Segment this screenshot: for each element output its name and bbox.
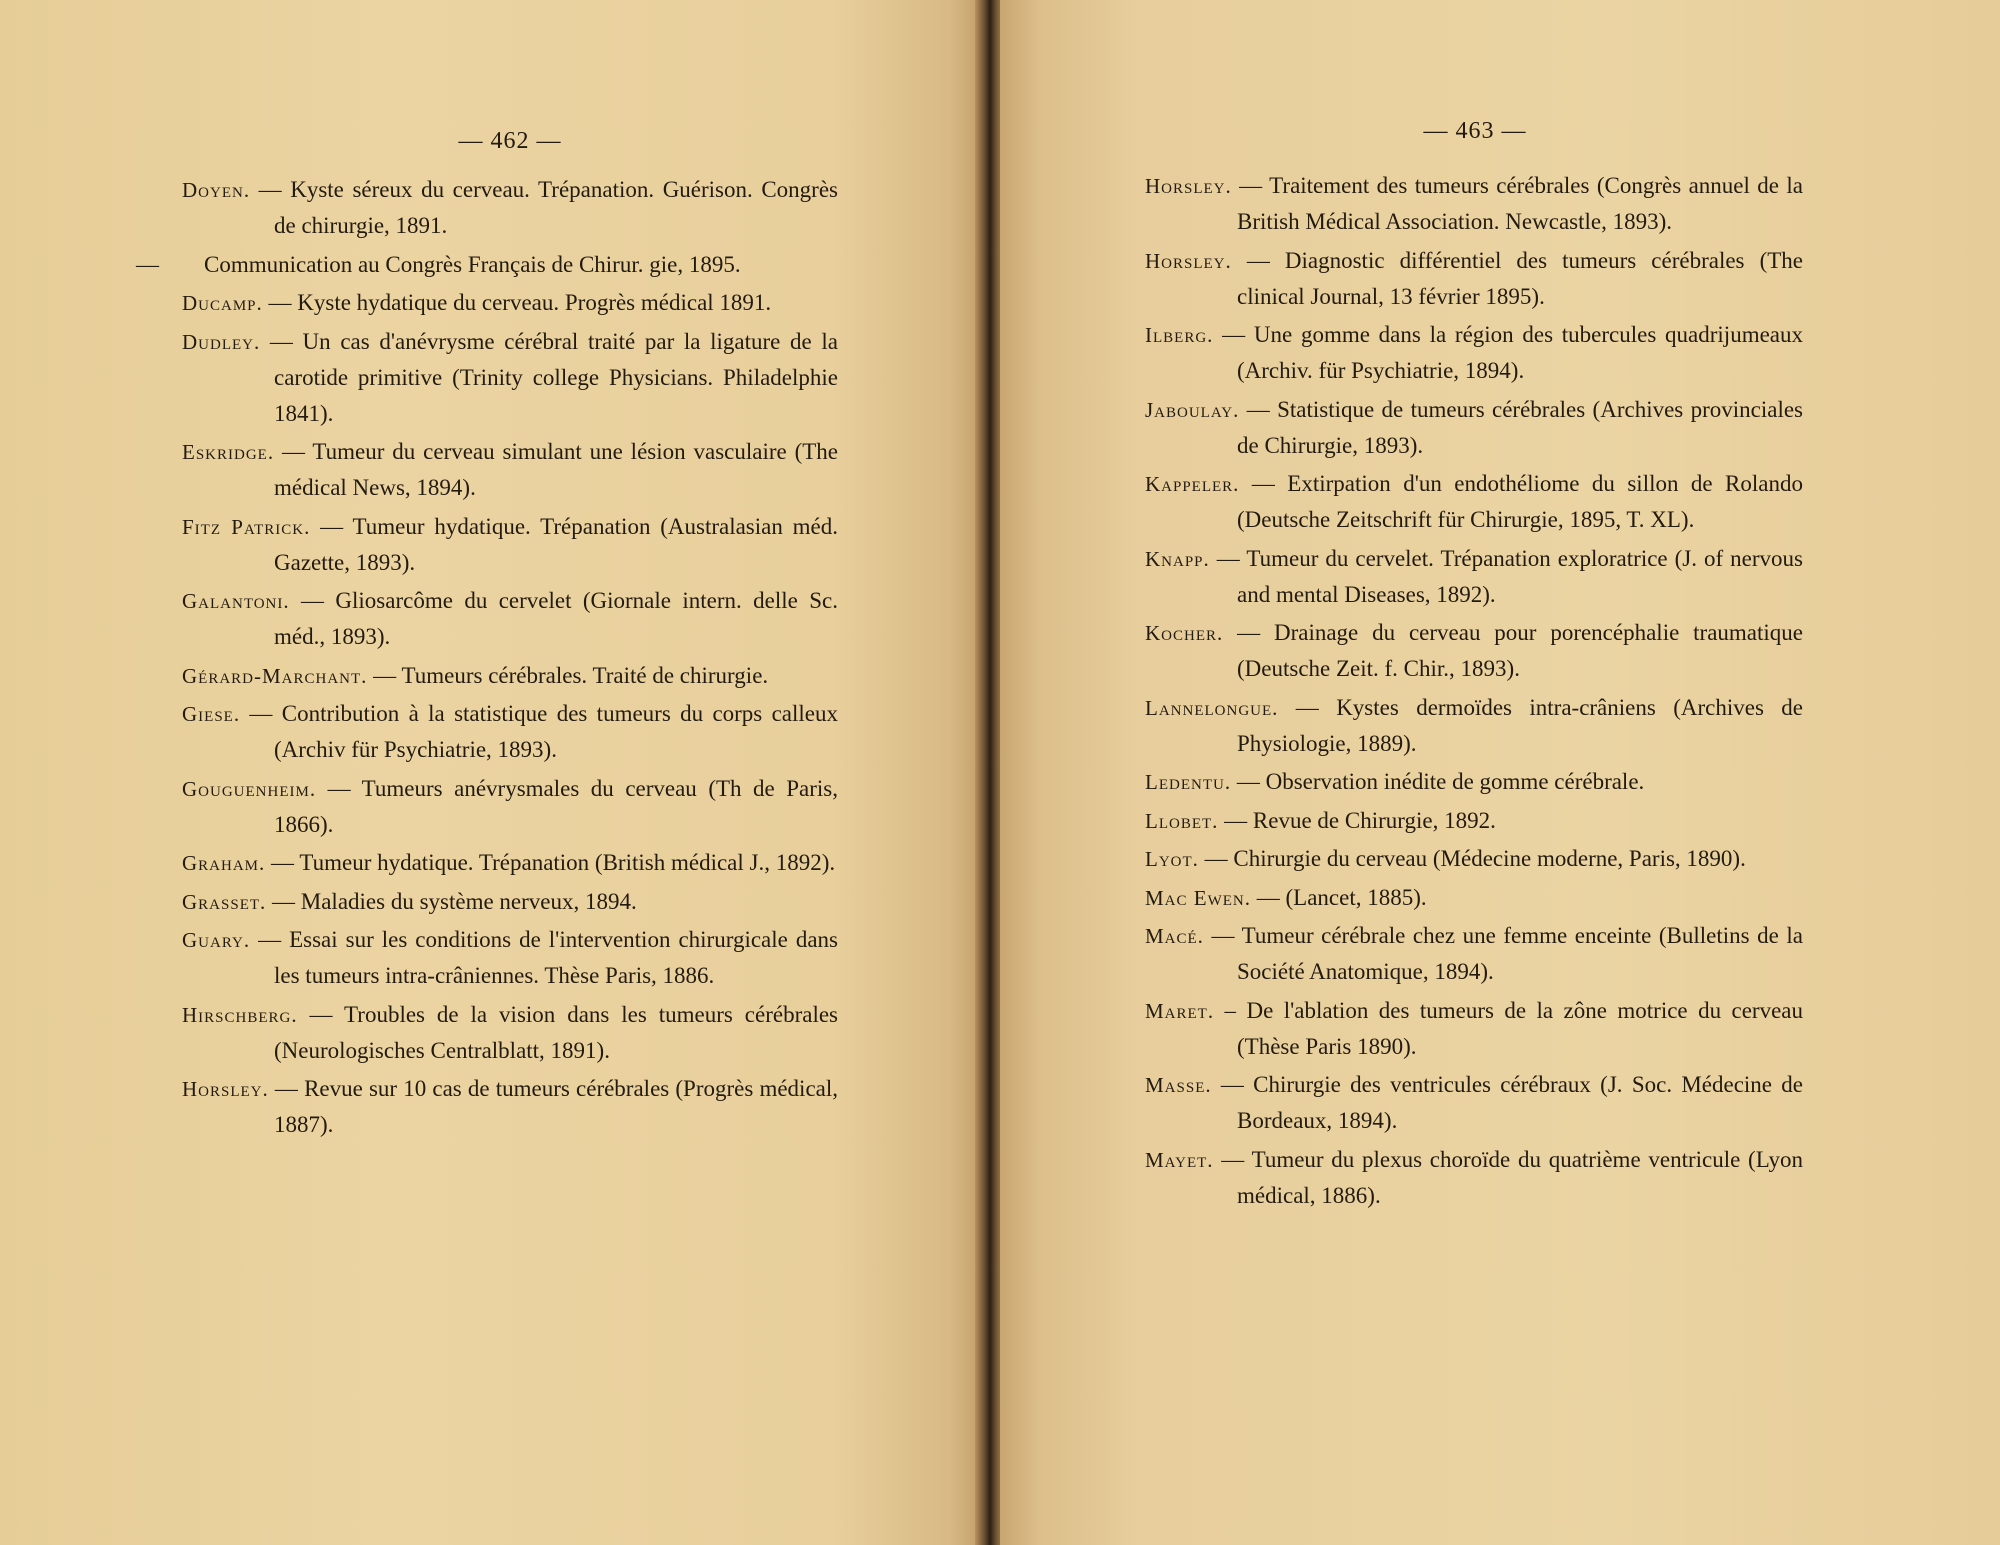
bibliography-entry [1145,541,1803,613]
bibliography-entry [1145,803,1803,839]
entry-author: Macé. [1145,924,1204,948]
bibliography-entry [182,509,838,581]
bibliography-entry [1145,317,1803,389]
entry-author: Grasset. [182,889,267,914]
entry-text: — Contribution à la statistique des tumeurs du corps calleux (Archiv für Psychiatrie, 1893). [240,701,838,762]
bibliography-entry [182,922,838,994]
entry-text: — (Lancet, 1885). [1251,884,1427,910]
bibliography-entry [182,285,838,321]
bibliography-entry [182,771,838,843]
entry-author: Ducamp. [182,291,263,315]
bibliography-entry [136,247,838,283]
left-page [0,0,980,1545]
bibliography-entry [1145,918,1803,990]
bibliography-entry [182,884,838,920]
entry-author: Guary. [182,928,251,952]
entry-author: Lannelongue. [1145,695,1279,720]
entry-author: Ledentu. [1145,770,1232,794]
entry-author: Masse. [1145,1073,1212,1097]
entry-text: — Traitement des tumeurs cérébrales (Congrès annuel de la British Médical Association. Newcastle, 1893). [1231,173,1803,234]
bibliography-entry [182,658,838,694]
entry-text: — Tumeur hydatique. Trépanation (British médical J., 1892). [265,850,836,875]
entry-text: Communication au Congrès Français de Chirur. gie, 1895. [204,251,741,277]
entry-author: Horsley. [182,1077,269,1101]
bibliography-list [1145,168,1803,1216]
bibliography-entry [1145,1067,1803,1139]
entry-text: — Tumeur du cervelet. Trépanation exploratrice (J. of nervous and mental Diseases, 1892). [1209,545,1803,607]
entry-author: Llobet. [1145,808,1219,833]
entry-author: Kappeler. [1145,472,1240,496]
entry-text: — Kyste séreux du cerveau. Trépanation. Guérison. Congrès de chirurgie, 1891. [250,177,838,238]
entry-text: — Statistique de tumeurs cérébrales (Archives provinciales de Chirurgie, 1893). [1237,396,1803,458]
entry-author: Doyen. [182,178,251,202]
entry-author: Fitz Patrick. [182,514,311,539]
entry-author: Gérard-Marchant. [182,663,368,688]
right-page [1000,0,2000,1545]
entry-text: — Essai sur les conditions de l'intervention chirurgicale dans les tumeurs intra-crâniennes. Thèse Paris, 1886. [250,927,838,988]
bibliography-entry [1145,764,1803,800]
entry-text: — Revue de Chirurgie, 1892. [1218,807,1496,833]
bibliography-entry [1145,615,1803,687]
entry-text: — Observation inédite de gomme cérébrale. [1231,769,1645,794]
entry-author: Horsley. [1145,248,1232,273]
entry-text: — Chirurgie du cerveau (Médecine moderne, Paris, 1890). [1198,846,1746,871]
entry-text: — Troubles de la vision dans les tumeurs cérébrales (Neurologisches Centralblatt, 1891). [274,1001,838,1063]
bibliography-entry [1145,690,1803,762]
bibliography-entry [182,172,838,244]
entry-author: Gouguenheim. [182,776,317,801]
entry-text: — Extirpation d'un endothéliome du sillon de Rolando (Deutsche Zeitschrift für Chirurgie, 1895, T. XL). [1237,471,1803,532]
entry-text: — Tumeur hydatique. Trépanation (Australasian méd. Gazette, 1893). [274,513,838,575]
entry-text: — Kystes dermoïdes intra-crâniens (Archives de Physiologie, 1889). [1237,694,1803,756]
entry-author: Horsley. [1145,174,1232,198]
entry-text: — Un cas d'anévrysme cérébral traité par la ligature de la carotide primitive (Trinity college Physicians. Philadelphie 1841). [260,328,838,426]
bibliography-entry [1145,993,1803,1065]
entry-text: – De l'ablation des tumeurs de la zône motrice du cerveau (Thèse Paris 1890). [1214,997,1803,1059]
entry-author: Mayet. [1145,1147,1214,1172]
entry-author: Mac Ewen. [1145,885,1251,910]
entry-author: — [136,251,159,277]
entry-text: — Diagnostic différentiel des tumeurs cérébrales (The clinical Journal, 13 février 1895). [1231,247,1803,309]
bibliography-entry [1145,1142,1803,1214]
bibliography-entry [182,1071,838,1143]
bibliography-entry [182,583,838,655]
bibliography-entry [1145,243,1803,315]
entry-author: Jaboulay. [1145,397,1240,422]
bibliography-entry [182,845,838,881]
entry-text: — Tumeur cérébrale chez une femme enceinte (Bulletins de la Société Anatomique, 1894). [1203,923,1803,984]
entry-author: Dudley. [182,329,261,354]
page-number: — 462 — [458,128,562,154]
entry-author: Giese. [182,702,241,726]
bibliography-entry [1145,841,1803,877]
entry-text: — Maladies du système nerveux, 1894. [266,888,637,914]
bibliography-entry [182,997,838,1069]
entry-author: Lyot. [1145,847,1199,871]
bibliography-entry [182,324,838,432]
bibliography-list [136,172,838,1146]
entry-text: — Tumeur du plexus choroïde du quatrième ventricule (Lyon médical, 1886). [1213,1146,1803,1208]
entry-text: — Kyste hydatique du cerveau. Progrès médical 1891. [262,290,772,315]
bibliography-entry [182,696,838,768]
entry-text: — Gliosarcôme du cervelet (Giornale intern. delle Sc. méd., 1893). [274,588,838,649]
entry-text: — Revue sur 10 cas de tumeurs cérébrales (Progrès médical, 1887). [268,1076,838,1137]
bibliography-entry [1145,168,1803,240]
entry-text: — Tumeurs anévrysmales du cerveau (Th de Paris, 1866). [274,775,838,837]
bibliography-entry [1145,880,1803,916]
entry-author: Ilberg. [1145,323,1214,347]
page-number: — 463 — [1423,118,1527,144]
entry-author: Graham. [182,851,266,875]
entry-text: — Drainage du cerveau pour porencéphalie traumatique (Deutsche Zeit. f. Chir., 1893). [1223,620,1803,681]
entry-author: Galantoni. [182,589,290,613]
entry-author: Eskridge. [182,440,275,464]
entry-text: — Une gomme dans la région des tubercules quadrijumeaux (Archiv. für Psychiatrie, 1894). [1213,322,1803,383]
entry-author: Knapp. [1145,546,1210,571]
entry-text: — Chirurgie des ventricules cérébraux (J. Soc. Médecine de Bordeaux, 1894). [1211,1072,1803,1133]
bibliography-entry [1145,466,1803,538]
bibliography-entry [1145,392,1803,464]
entry-author: Hirschberg. [182,1002,298,1027]
entry-text: — Tumeurs cérébrales. Traité de chirurgie. [367,662,769,688]
entry-author: Kocher. [1145,621,1224,645]
entry-text: — Tumeur du cerveau simulant une lésion vasculaire (The médical News, 1894). [274,439,838,500]
bibliography-entry [182,434,838,506]
entry-author: Maret. [1145,998,1215,1023]
